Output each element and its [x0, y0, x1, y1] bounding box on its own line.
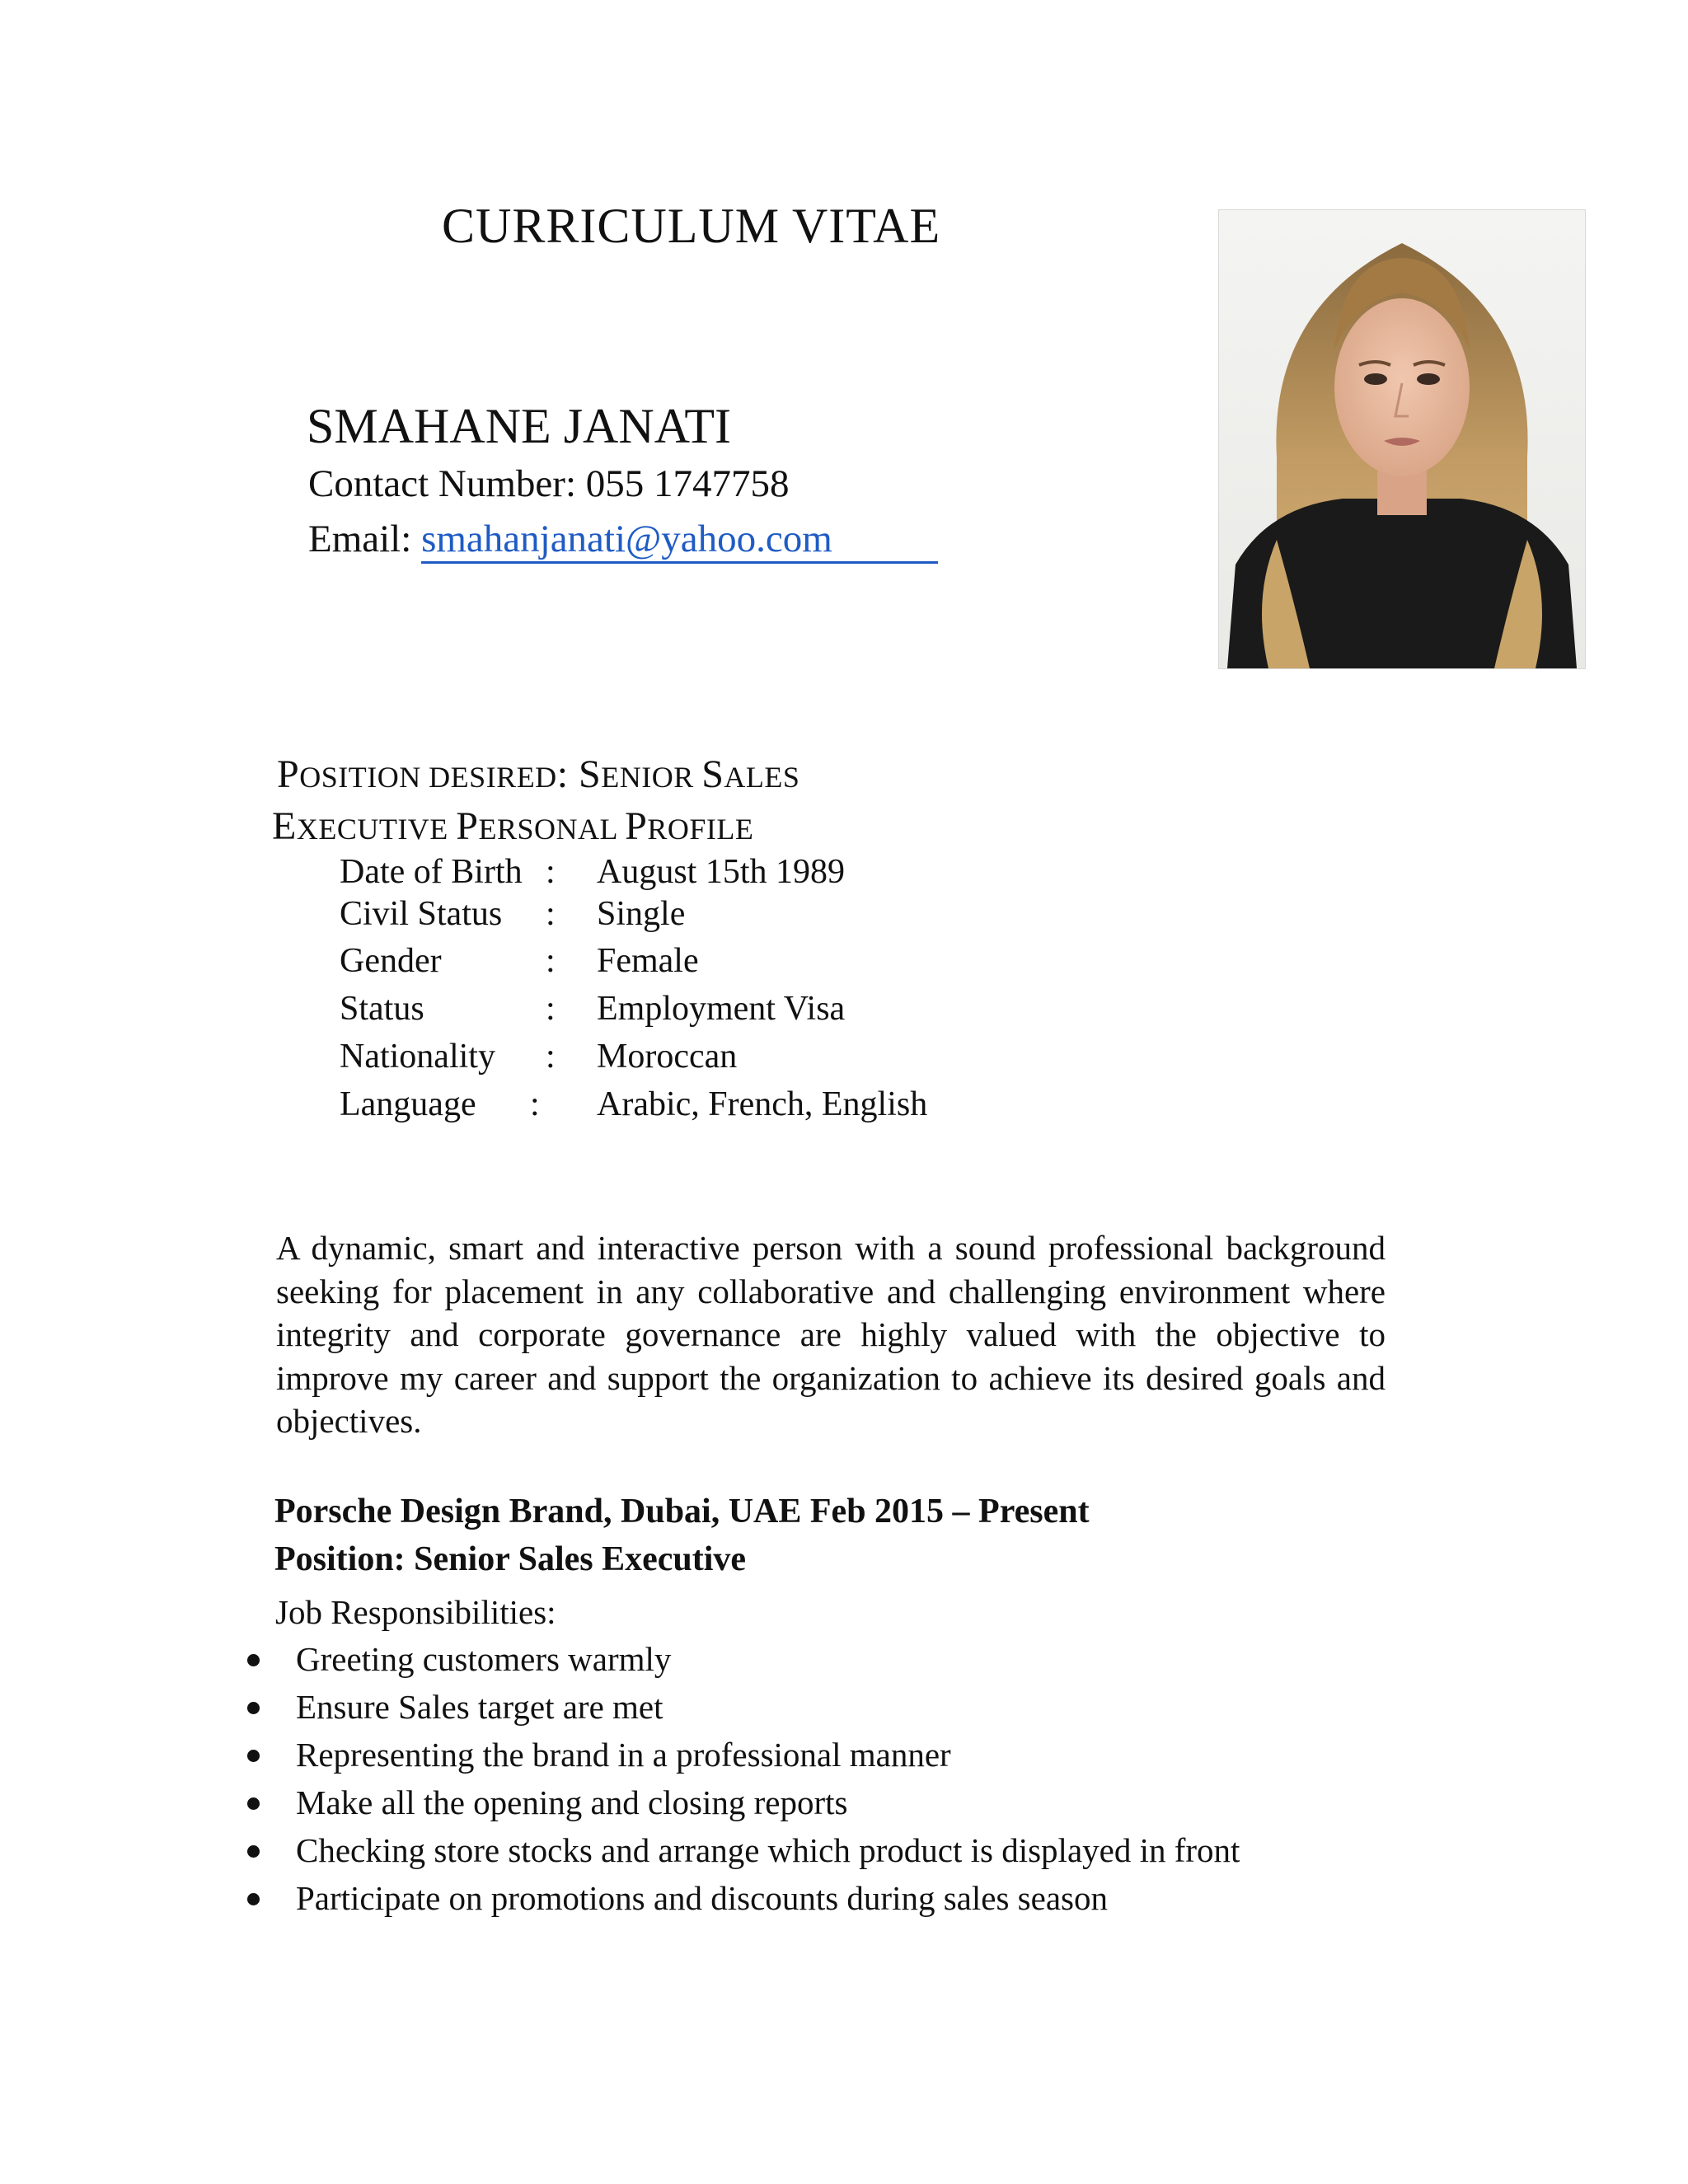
info-value: August 15th 1989 — [597, 853, 846, 891]
info-label: Gender — [340, 942, 442, 980]
bullet-icon — [247, 1750, 260, 1762]
bullet-icon — [247, 1893, 260, 1905]
profile-photo-image — [1219, 210, 1585, 668]
profile-summary: A dynamic, smart and interactive person with a sound professional background seeking for placement in any collaborative and challenging environment where integrity and corporate governance are highly valued with the objective to improve my career and support the organization to achieve its desired goals and objectives. — [276, 1229, 1386, 1440]
personal-profile-heading — [272, 804, 753, 849]
bullet-icon — [247, 1845, 260, 1858]
job-position: Position: Senior Sales Executive — [274, 1540, 747, 1578]
list-item-text: Greeting customers warmly — [296, 1640, 672, 1678]
email-label: Email: — [308, 518, 412, 560]
heading-part: ENIOR — [601, 761, 702, 794]
heading-part: ERSONAL — [478, 813, 626, 846]
list-item-text: Ensure Sales target are met — [296, 1688, 663, 1726]
bullet-icon — [247, 1702, 260, 1714]
job-company-line: Porsche Design Brand, Dubai, UAE Feb 2015 – Present — [274, 1493, 1090, 1530]
document-title: CURRICULUM VITAE — [442, 199, 941, 253]
info-colon: : — [546, 853, 556, 891]
bullet-icon — [247, 1797, 260, 1810]
heading-part: ALES — [724, 761, 800, 794]
list-item-text: Participate on promotions and discounts during sales season — [296, 1879, 1108, 1917]
heading-part: OSITION DESIRED — [299, 761, 557, 794]
heading-part: : S — [556, 752, 602, 796]
info-value: Female — [597, 942, 699, 980]
email-line — [308, 517, 938, 564]
info-label: Language — [340, 1085, 476, 1123]
bullet-icon — [247, 1654, 260, 1666]
contact-number: Contact Number: 055 1747758 — [308, 462, 790, 505]
heading-part: E — [272, 804, 297, 848]
heading-part: ROFILE — [647, 813, 754, 846]
info-value: Moroccan — [597, 1038, 738, 1076]
profile-photo — [1218, 209, 1586, 669]
list-item-text: Representing the brand in a professional manner — [296, 1736, 951, 1774]
heading-part: P — [456, 804, 479, 848]
info-value: Employment Visa — [597, 990, 846, 1028]
info-value: Arabic, French, English — [597, 1085, 928, 1123]
info-colon: : — [546, 895, 556, 933]
position-desired-heading — [277, 752, 799, 797]
list-item-text: Make all the opening and closing reports — [296, 1783, 848, 1821]
info-colon: : — [546, 942, 556, 980]
list-item-text: Checking store stocks and arrange which product is displayed in front — [296, 1831, 1240, 1869]
info-colon: : — [546, 990, 556, 1028]
heading-part: S — [701, 752, 724, 796]
info-label: Status — [340, 990, 424, 1028]
heading-part: XECUTIVE — [296, 813, 457, 846]
candidate-name: SMAHANE JANATI — [307, 399, 732, 453]
info-colon: : — [546, 1038, 556, 1076]
info-label: Date of Birth — [340, 853, 523, 891]
info-colon: : — [530, 1085, 540, 1123]
info-value: Single — [597, 895, 686, 933]
heading-part: P — [625, 804, 648, 848]
email-link[interactable]: smahanjanati@yahoo.com — [421, 518, 938, 564]
info-label: Civil Status — [340, 895, 503, 933]
info-label: Nationality — [340, 1038, 495, 1076]
job-responsibilities-label: Job Responsibilities: — [275, 1593, 556, 1631]
heading-part: P — [277, 752, 300, 796]
